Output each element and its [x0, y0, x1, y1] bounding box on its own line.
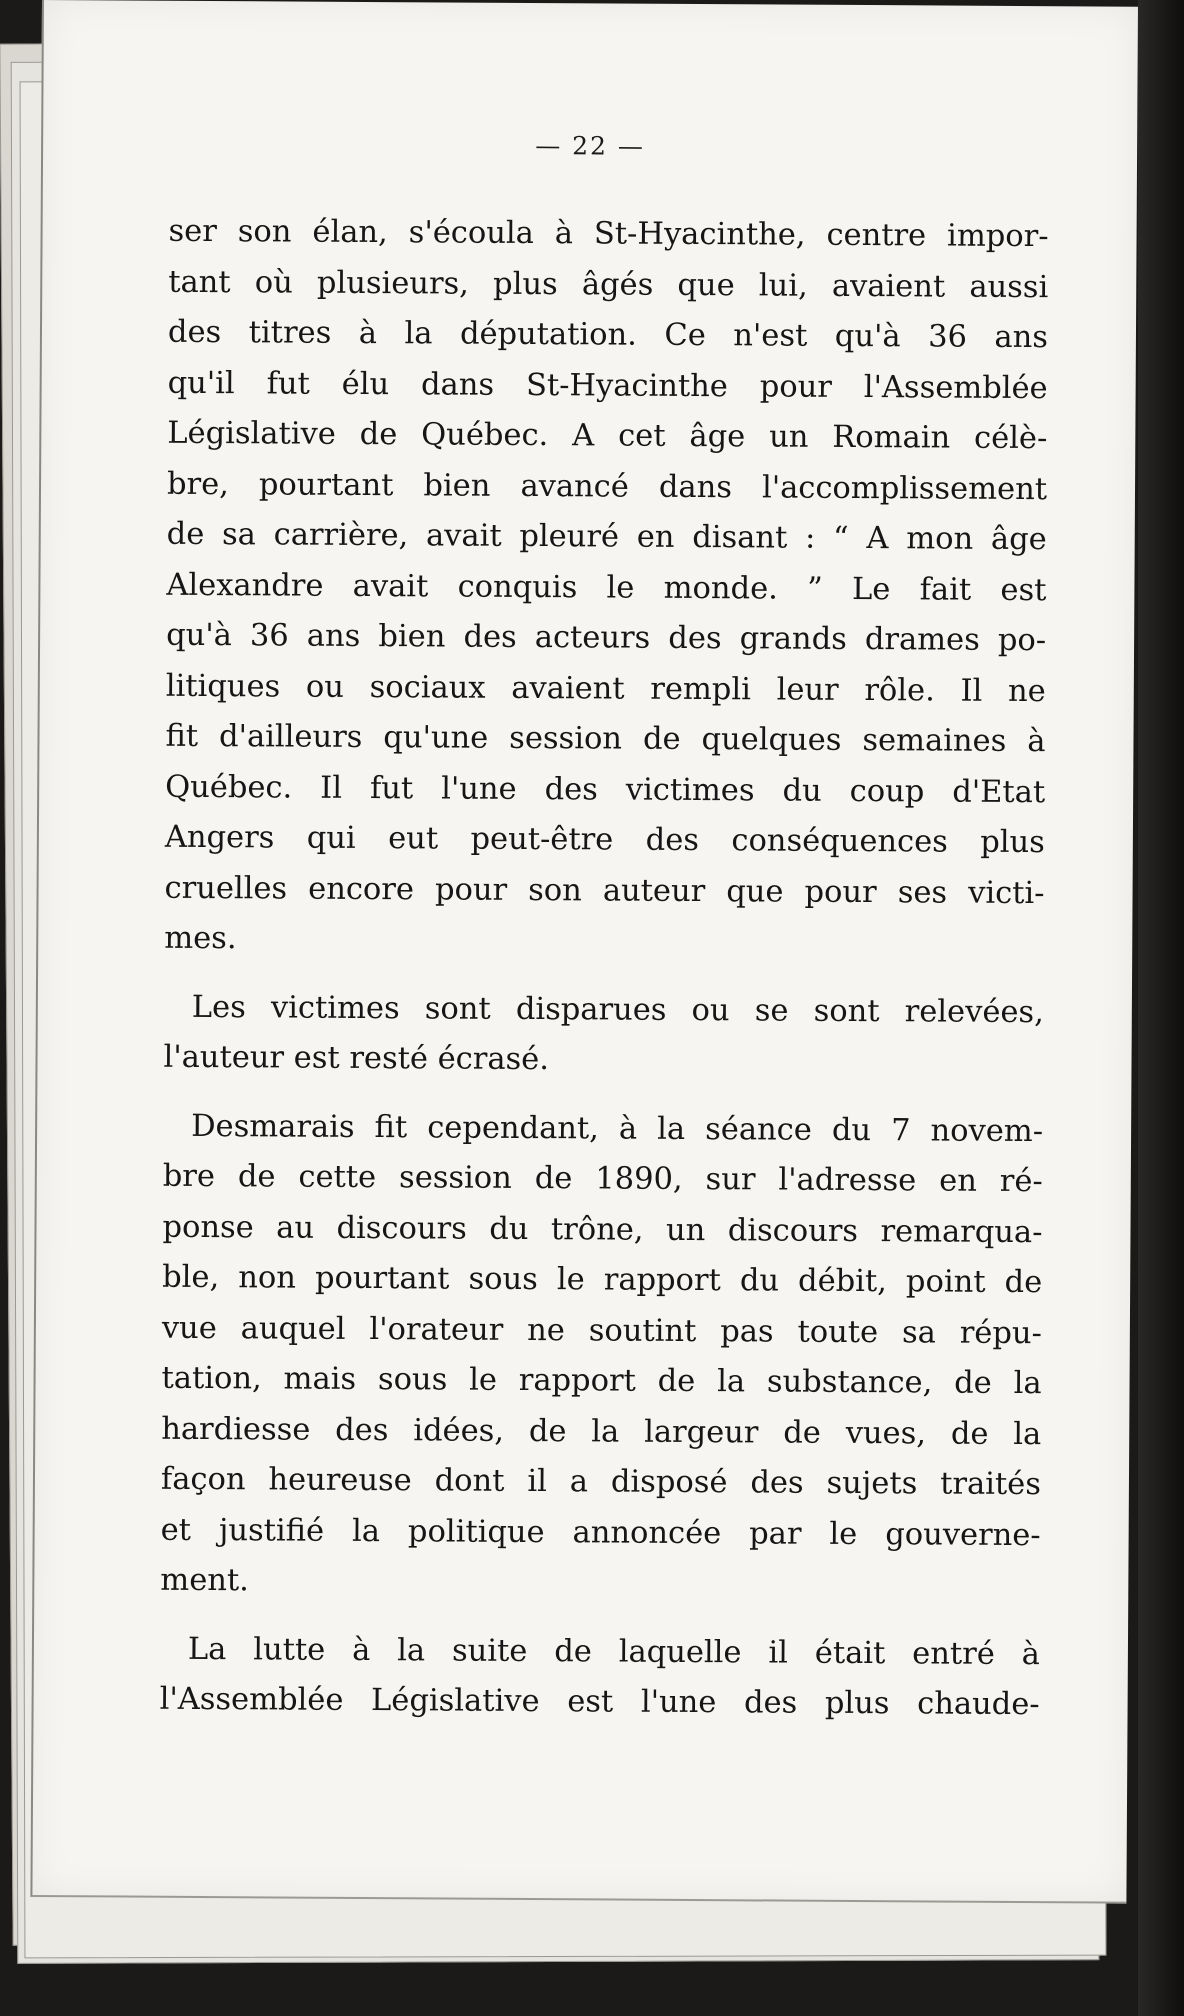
text-line: cruelles encore pour son auteur que pour ses victi- [164, 870, 1045, 911]
paragraph [159, 1624, 1040, 1730]
text-line: qu'à 36 ans bien des acteurs des grands drames po- [166, 617, 1047, 659]
text-line: Québec. Il fut l'une des victimes du coup d'Etat [165, 769, 1046, 810]
text-line: ser son élan, s'écoula à St-Hyacinthe, centre impor- [168, 213, 1049, 255]
text-line: La lutte à la suite de laquelle il était entré à [187, 1631, 1041, 1672]
text-line: qu'il fut élu dans St-Hyacinthe pour l'Assemblée [167, 365, 1048, 406]
text-line: Angers qui eut peut-être des conséquences plus [164, 819, 1045, 861]
text-line: Législative de Québec. A cet âge un Romain célè- [167, 415, 1048, 457]
text-line: fit d'ailleurs qu'une session de quelques semaines à [165, 718, 1046, 760]
text-line: mes. [164, 920, 237, 957]
book-page [30, 0, 1138, 1904]
paragraph [164, 207, 1049, 970]
paragraph [160, 1101, 1043, 1611]
text-line: bre de cette session de 1890, sur l'adresse en ré- [162, 1158, 1043, 1200]
text-line: ment. [160, 1562, 250, 1599]
text-line: tation, mais sous le rapport de la substance, de la [161, 1360, 1042, 1402]
text-line: l'Assemblée Législative est l'une des plus chaude- [159, 1681, 1040, 1723]
text-line: tant où plusieurs, plus âgés que lui, avaient aussi [168, 264, 1049, 305]
text-line: et justifié la politique annoncée par le gouverne- [160, 1512, 1041, 1553]
text-line: ponse au discours du trône, un discours remarqua- [162, 1209, 1043, 1250]
text-line: Les victimes sont disparues ou se sont relevées, [191, 989, 1044, 1030]
text-line: litiques ou sociaux avaient rempli leur rôle. Il ne [165, 668, 1046, 709]
text-line: vue auquel l'orateur ne soutint pas toute sa répu- [161, 1310, 1042, 1351]
body-text [159, 207, 1048, 1731]
paragraph [163, 982, 1044, 1088]
dark-background-strip [1138, 0, 1184, 2016]
text-line: de sa carrière, avait pleuré en disant : “ A mon âge [166, 516, 1047, 558]
page-number: — 22 — [535, 131, 646, 161]
text-line: bre, pourtant bien avancé dans l'accomplissement [166, 466, 1048, 507]
text-line: l'auteur est resté écrasé. [163, 1039, 550, 1078]
text-line: Alexandre avait conquis le monde. ” Le fait est [166, 567, 1047, 608]
text-line: façon heureuse dont il a disposé des sujets traités [160, 1461, 1042, 1503]
text-line: des titres à la députation. Ce n'est qu'à 36 ans [167, 314, 1049, 356]
text-line: Desmarais fit cependant, à la séance du 7 novem- [191, 1108, 1044, 1149]
text-line: ble, non pourtant sous le rapport du débit, point de [162, 1259, 1043, 1301]
text-line: hardiesse des idées, de la largeur de vues, de la [161, 1411, 1042, 1452]
